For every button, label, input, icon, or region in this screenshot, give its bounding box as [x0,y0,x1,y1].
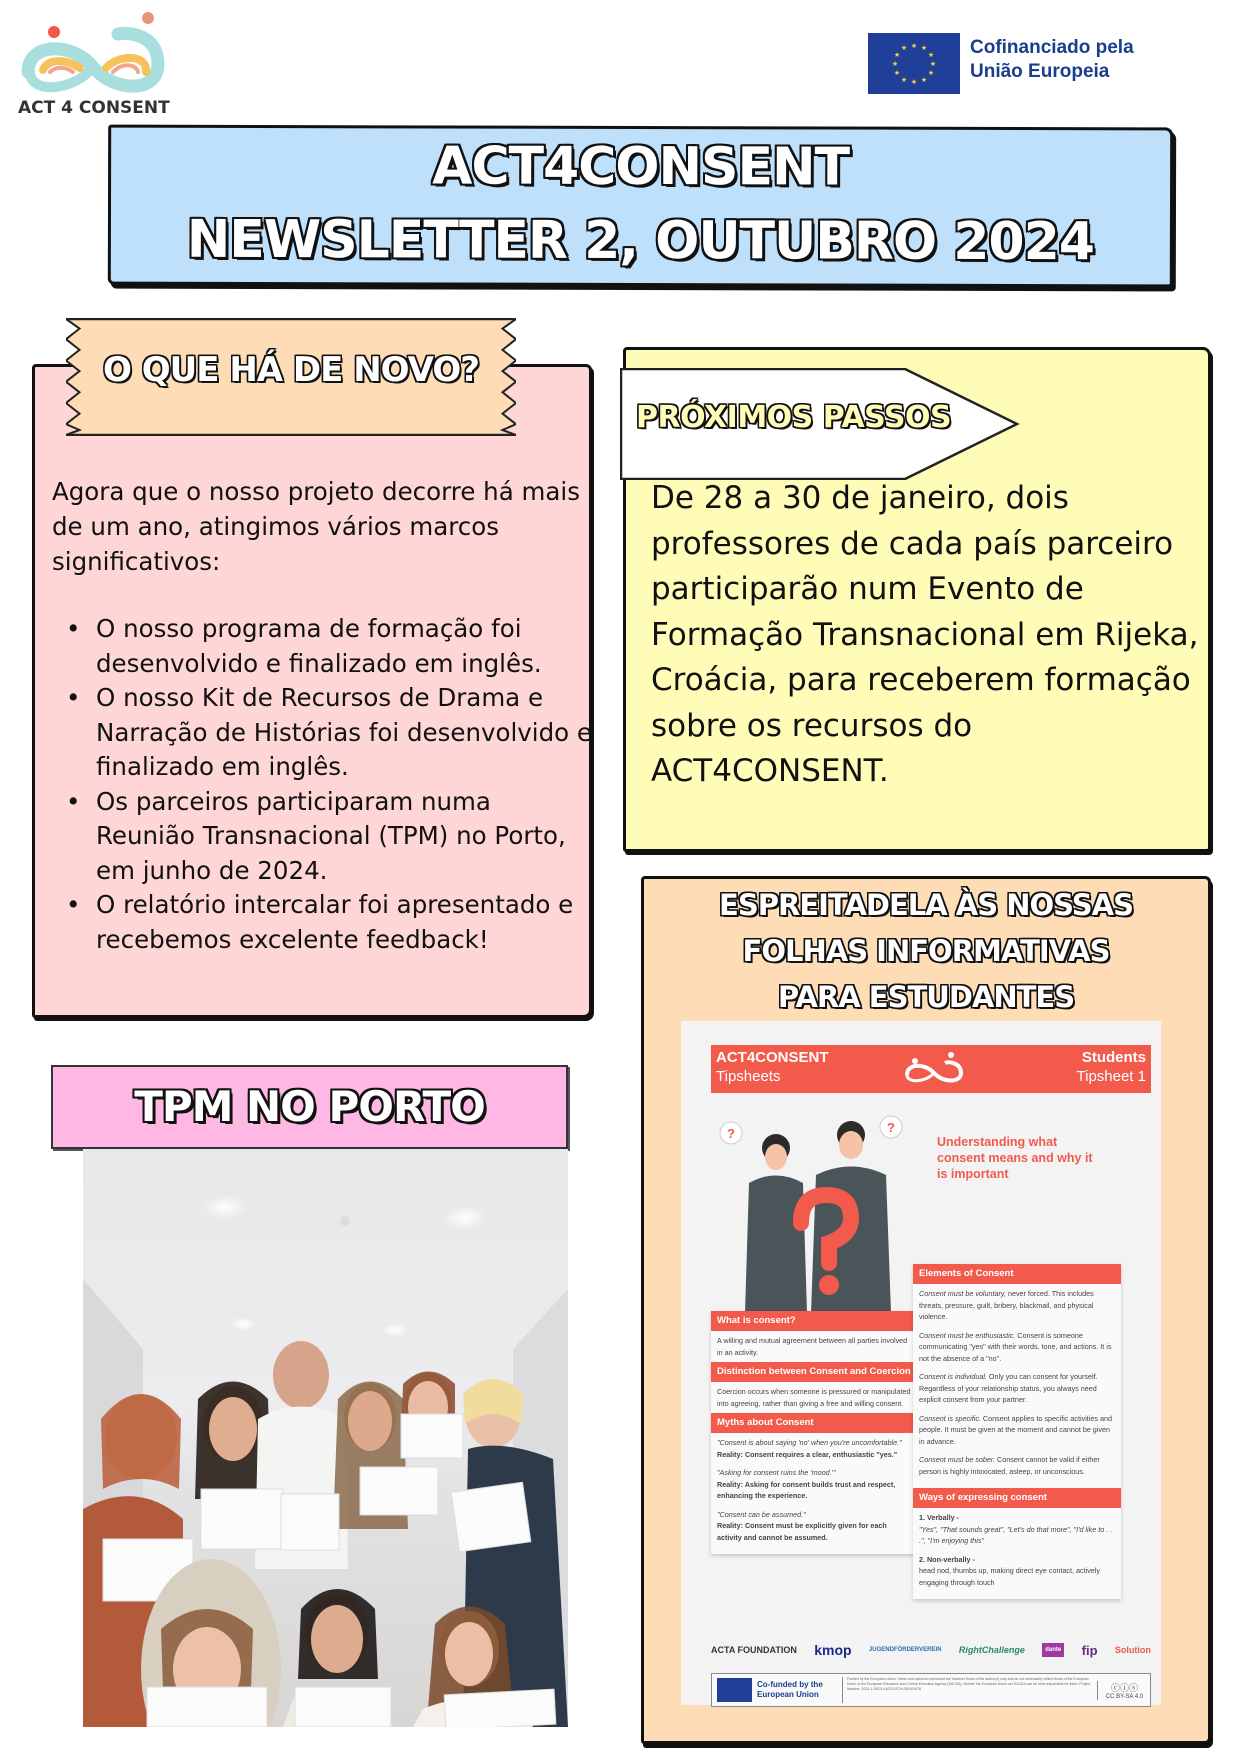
card-heading: What is consent? [711,1311,919,1331]
tipsheet-preview [681,1021,1161,1705]
cc-icon: ⓒⓘⓢ [1110,1682,1138,1693]
reality-text: Reality: Asking for consent builds trust and respect, enhancing the experience. [717,1479,896,1500]
newsletter-title: ACT4CONSENT [432,136,850,198]
element-lead: Consent is specific. [919,1413,981,1423]
eu-line-2: União Europeia [970,61,1110,82]
partner-logo-rightchallenge: RightChallenge [958,1645,1025,1655]
myth-text: "Consent can be assumed." [717,1509,806,1519]
next-steps-body: De 28 a 30 de janeiro, dois professores de cada país parceiro participarão num Evento de Formação Transnacional em Rijeka, Croácia, para receberem formação sobre os recursos do ACT4CONSENT. [651,480,1199,789]
newsletter-subtitle: NEWSLETTER 2, OUTUBRO 2024 [186,209,1095,273]
list-item-text: O nosso programa de formação foi desenvolvido e finalizado em inglês. [96,614,542,678]
bullet-icon: • [66,683,81,712]
eu-cofunding-label [970,36,1134,84]
tipsheet-card-what [711,1311,919,1554]
eu-flag-icon [717,1678,752,1702]
eu-line-1: Cofinanciado pela [970,37,1134,58]
myth-text: "Consent is about saying 'no' when you're uncomfortable." [717,1438,902,1447]
license-text: CC BY-SA 4.0 [1105,1693,1144,1700]
element-text: never forced. This includes threats, pressure, guilt, bribery, blackmail, and physical violence. [919,1289,1094,1321]
svg-text:★: ★ [927,51,935,59]
way-label: 1. Verbally - [919,1513,959,1522]
group-photo [83,1149,568,1727]
eu-flag-icon [868,33,960,94]
svg-text:★: ★ [893,69,901,77]
tipsheet-number: Tipsheet 1 [1076,1068,1146,1085]
way-label: 2. Non-verbally - [919,1554,975,1564]
tipsheets-heading-line-1: ESPREITADELA ÀS NOSSAS [719,888,1133,922]
confused-people-illustration-icon [711,1113,921,1313]
myth-text: "Asking for consent ruins the 'mood.'" [717,1468,836,1477]
ways-body [913,1508,1121,1599]
list-item-text: O nosso Kit de Recursos de Drama e Narração de Histórias foi desenvolvido e finalizado em inglês. [96,683,592,781]
card-body: A willing and mutual agreement between all parties involved in an activity. [717,1336,908,1357]
svg-text:★: ★ [891,60,899,68]
svg-text:★: ★ [920,44,928,52]
next-steps-heading: PRÓXIMOS PASSOS [636,400,952,435]
partner-logo-kmop: kmop [814,1642,852,1658]
cofunded-footer [711,1673,1151,1707]
tipsheet-card-elements [913,1264,1121,1599]
card-heading: Elements of Consent [913,1264,1121,1284]
partner-logos [711,1635,1151,1665]
svg-text:★: ★ [920,76,928,84]
element-text: Consent is someone communicating "yes" with their words, tone, and actions. It is not the absence of a "no". [919,1330,1112,1363]
svg-text:★: ★ [900,76,908,84]
disclaimer-text: Funded by the European Union. Views and opinions expressed are however those of the author(s) only and do not necessarily reflect those of the European Union or the European Education and Culture Executive Agency (EACEA). Neither the European Union nor EACEA can be held responsible for them. Project Number: 2023-1-DE03-KA220-SCH-000161076 [842,1677,1097,1703]
element-text: Consent cannot be valid if either person is highly intoxicated, asleep, or unconscious. [919,1455,1100,1476]
list-item [52,612,592,681]
partner-logo-dante: dante [1042,1643,1064,1657]
tipsheets-heading-line-3: PARA ESTUDANTES [777,980,1075,1014]
element-text: Only you can consent for yourself. Regardless of your relationship status, you always need explicit consent from your partner. [919,1372,1098,1404]
card-heading: Ways of expressing consent [913,1488,1121,1508]
svg-text:★: ★ [929,60,937,68]
partner-logo-jugend: JUGENDFÖRDERVEREIN [868,1647,942,1653]
svg-text:★: ★ [927,69,935,77]
group-photo-image [83,1149,568,1727]
tpm-heading: TPM NO PORTO [134,1082,485,1131]
list-item-text: Os parceiros participaram numa Reunião Transnacional (TPM) no Porto, em junho de 2024. [96,786,566,885]
myths-body [711,1433,919,1554]
list-item [52,681,592,785]
tipsheet-brand-sub: Tipsheets [716,1068,781,1085]
svg-text:?: ? [887,1120,895,1135]
partner-logo-fip: fip [1081,1642,1098,1658]
logo-text: ACT 4 CONSENT [18,98,170,118]
way-text: "Yes", "That sounds great", "Let's do that more", "I'd like to . . .", "I'm enjoying this" [919,1524,1113,1545]
element-lead: Consent must be enthusiastic. [919,1330,1016,1340]
tipsheets-heading-line-2: FOLHAS INFORMATIVAS [742,934,1110,968]
tipsheets-heading [641,882,1211,1020]
whats-new-heading: O QUE HÁ DE NOVO? [103,350,479,390]
bullet-icon: • [66,786,81,816]
infinity-logo-icon [901,1051,967,1089]
list-item [52,785,592,889]
list-item-text: O relatório intercalar foi apresentado e recebemos excelente feedback! [96,890,574,954]
card-heading: Myths about Consent [711,1413,919,1433]
element-lead: Consent is individual. [919,1372,987,1381]
bullet-icon: • [66,890,81,919]
tipsheet-header [711,1045,1151,1093]
element-lead: Consent must be voluntary, [919,1289,1006,1298]
bullet-icon: • [66,614,81,643]
element-text: Consent applies to specific activities and people. It must be given at the moment and cannot be given in advance. [919,1413,1112,1446]
svg-text:★: ★ [893,51,901,59]
milestones-list [52,612,592,957]
title-banner [108,125,1173,288]
card-heading: Distinction between Consent and Coercion [711,1362,919,1382]
svg-text:★: ★ [910,42,918,50]
reality-text: Reality: Consent must be explicitly given for each activity and cannot be assumed. [717,1521,887,1542]
partner-logo-solution: Solution [1114,1645,1151,1655]
reality-text: Reality: Consent requires a clear, enthusiastic "yes." [717,1449,898,1459]
tipsheet-brand: ACT4CONSENT [716,1049,829,1066]
elements-body [913,1284,1121,1488]
whats-new-intro: Agora que o nosso projeto decorre há mais de um ano, atingimos vários marcos significativos: [52,477,580,576]
tipsheet-subtitle: Understanding what consent means and why it is important [937,1135,1093,1181]
license-badge [1097,1681,1147,1700]
card-body: Coercion occurs when someone is pressured or manipulated into agreeing, rather than giving a free and willing consent. [717,1387,911,1408]
element-lead: Consent must be sober. [919,1455,996,1464]
svg-text:★: ★ [910,78,918,86]
list-item [52,888,592,957]
tipsheet-audience: Students [1081,1049,1146,1066]
cofunded-label: Co-funded by the European Union [757,1680,823,1699]
partner-logo-acta: ACTA FOUNDATION [711,1645,797,1655]
way-text: head nod, thumbs up, making direct eye contact, actively engaging through touch [919,1566,1100,1587]
svg-text:?: ? [727,1126,735,1141]
svg-text:★: ★ [900,44,908,52]
